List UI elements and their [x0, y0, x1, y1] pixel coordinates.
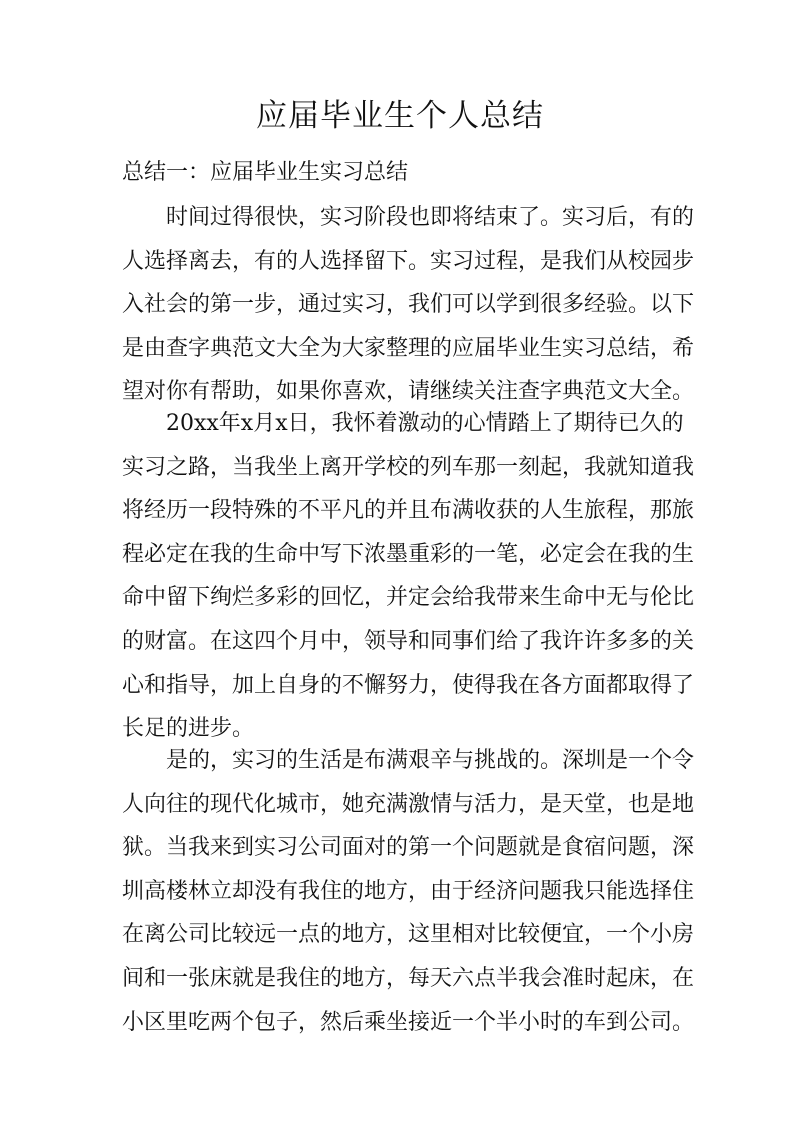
paragraph-line: 圳高楼林立却没有我住的地方，由于经济问题我只能选择住 [122, 878, 695, 904]
paragraph-line: 是由查字典范文大全为大家整理的应届毕业生实习总结，希 [122, 335, 695, 361]
section-heading: 总结一：应届毕业生实习总结 [122, 160, 409, 185]
paragraph-line: 命中留下绚烂多彩的回忆，并定会给我带来生命中无与伦比 [122, 585, 695, 611]
paragraph-line: 小区里吃两个包子，然后乘坐接近一个半小时的车到公司。 [122, 1009, 695, 1035]
paragraph-line: 的财富。在这四个月中，领导和同事们给了我许许多多的关 [122, 628, 695, 654]
paragraph-line: 人选择离去，有的人选择留下。实习过程，是我们从校园步 [122, 248, 695, 274]
paragraph-line: 程必定在我的生命中写下浓墨重彩的一笔，必定会在我的生 [122, 541, 695, 567]
paragraph-1 [122, 196, 695, 414]
paragraph-line: 长足的进步。 [122, 716, 255, 742]
paragraph-line: 狱。当我来到实习公司面对的第一个问题就是食宿问题，深 [122, 835, 695, 861]
paragraph-line: 心和指导，加上自身的不懈努力，使得我在各方面都取得了 [122, 672, 695, 698]
paragraph-2 [122, 402, 695, 751]
paragraph-3 [122, 739, 695, 1044]
paragraph-line: 时间过得很快，实习阶段也即将结束了。实习后，有的 [166, 205, 695, 230]
paragraph-line: 将经历一段特殊的不平凡的并且布满收获的人生旅程，那旅 [122, 498, 695, 524]
paragraph-line: 望对你有帮助，如果你喜欢，请继续关注查字典范文大全。 [122, 379, 695, 405]
paragraph-line: 20xx年x月x日，我怀着激动的心情踏上了期待已久的 [166, 411, 684, 436]
paragraph-line: 入社会的第一步，通过实习，我们可以学到很多经验。以下 [122, 292, 695, 318]
paragraph-line: 人向往的现代化城市，她充满激情与活力，是天堂，也是地 [122, 791, 695, 817]
paragraph-line: 实习之路，当我坐上离开学校的列车那一刻起，我就知道我 [122, 454, 695, 480]
paragraph-line: 在离公司比较远一点的地方，这里相对比较便宜，一个小房 [122, 922, 695, 948]
document-title: 应届毕业生个人总结 [256, 98, 544, 134]
paragraph-line: 是的，实习的生活是布满艰辛与挑战的。深圳是一个令 [166, 748, 695, 773]
paragraph-line: 间和一张床就是我住的地方，每天六点半我会准时起床，在 [122, 965, 695, 991]
